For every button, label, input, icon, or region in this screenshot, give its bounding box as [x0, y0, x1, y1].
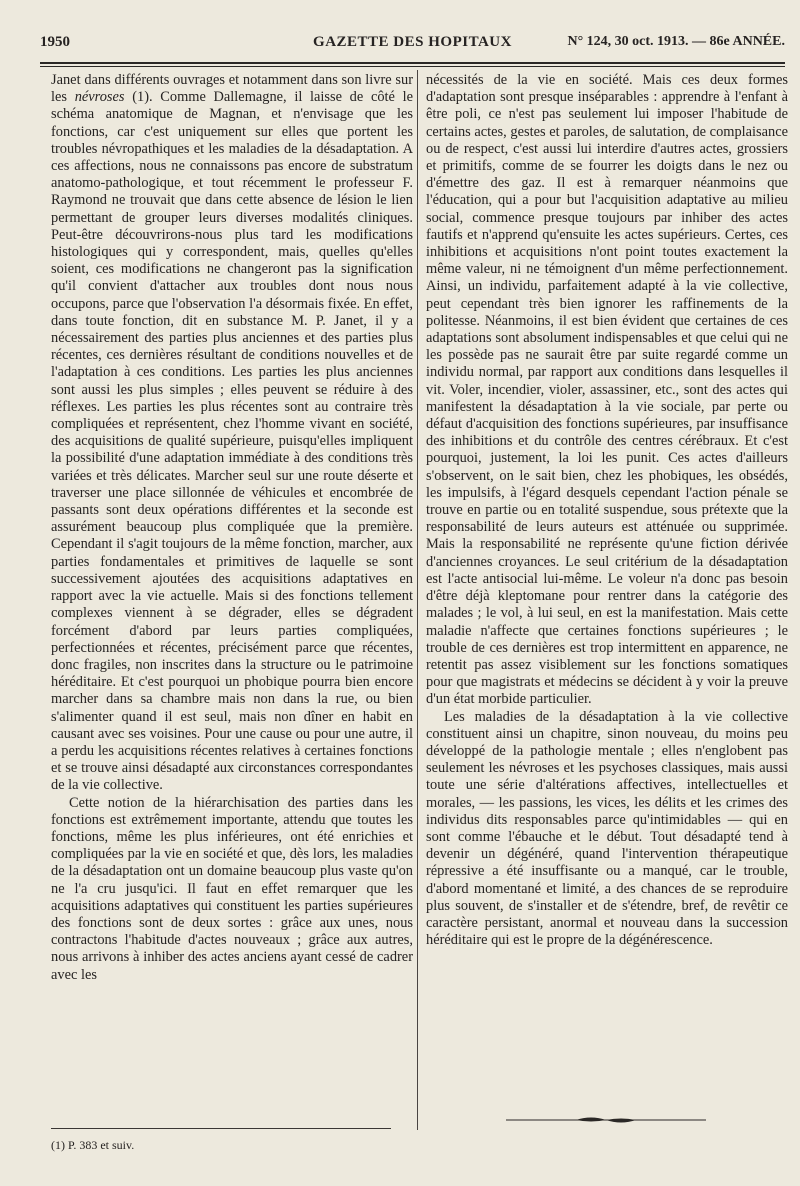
right-column	[426, 72, 788, 949]
page-header	[40, 34, 785, 58]
paragraph-text: Janet dans différents ouvrages et notamment dans son livre sur les	[51, 72, 413, 106]
footnote-rule	[51, 1128, 391, 1129]
page-number: 1950	[40, 34, 70, 50]
footnote: (1) P. 383 et suiv.	[51, 1138, 135, 1152]
issue-info: N° 124, 30 oct. 1913. — 86e ANNÉE.	[567, 34, 785, 49]
journal-title: GAZETTE DES HOPITAUX	[313, 34, 512, 50]
paragraph	[51, 72, 413, 795]
paragraph: nécessités de la vie en société. Mais ces deux formes d'adaptation sont presque inséparables : apprendre à l'enfant à être poli, ce n'est pas seulement lui imposer l'habitude de certains actes, gestes et paroles, de salutation, de complaisance ou de respect, c'est aussi lui interdire d'autres actes, grossiers et primitifs, comme de se fourrer les doigts dans le nez ou d'émettre des gaz. Il est à remarquer néanmoins que l'éducation, qui a pour but l'acquisition adaptative au milieu social, commence presque toujours par inhiber des actes fautifs et n'apprend qu'ensuite les actes supérieurs. Certes, ces inhibitions et acquisitions n'ont point toutes exactement la même valeur, ni ne témoignent d'un même perfectionnement. Ainsi, un individu, parfaitement adapté à la vie collective, peut cependant très bien ignorer les raffinements de la politesse. Néanmoins, il est bien évident que certaines de ces adaptations sont absolument indispensables et que celui qui ne les possède pas ne saurait être par suite regardé comme un individu normal, par rapport aux conditions dans lesquelles il vit. Voler, incendier, violer, assassiner, etc., sont des actes qui manifestent la désadaptation à la vie sociale, par perte ou défaut d'acquisition des fonctions supérieures, par insuffisance des inhibitions et du contrôle des centres cérébraux. Et c'est pourquoi, justement, la loi les punit. Ces actes d'ailleurs s'observent, on le sait bien, chez les phobiques, les obsédés, les impulsifs, à l'égard desquels cependant l'action pénale se trouve en partie ou en totalité suspendue, sous prétexte que la responsabilité de leurs auteurs est atténuée ou supprimée. Mais la responsabilité ne représente qu'une fiction dérivée d'anciennes croyances. Le seul critérium de la désadaptation est l'acte antisocial lui-même. Le voleur n'a donc pas besoin d'être déjà kleptomane pour rentrer dans la catégorie des malades ; le vol, à lui seul, en est la manifestation. Mais cette maladie n'affecte que certaines fonctions supérieures ; le trouble de ces dernières est trop intermittent en apparence, ne retentit pas assez visiblement sur les fonctions somatiques pour que magistrats et médecins se décident à y voir la preuve d'un état morbide particulier.	[426, 72, 788, 708]
column-divider	[417, 70, 418, 1130]
end-ornament	[506, 1114, 706, 1126]
header-rule-thick	[40, 62, 785, 64]
header-rule-thin	[40, 66, 785, 67]
paragraph-text: (1). Comme Dallemagne, il laisse de côté le schéma anatomique de Magnan, et n'envisage que les fonctions, car c'est uniquement sur elles que portent les troubles névropathiques et les maladies de la désadaptation. A ces affections, nous ne connaissons pas encore de substratum anatomo-pathologique, et tout récemment le professeur F. Raymond ne trouvait que dans cette absence de lésion le lien permettant de grouper leurs diverses modalités cliniques. Peut-être découvrirons-nous plus tard les modifications histologiques qui y correspondent, mais, quelles qu'elles soient, ces modifications ne changeront pas la signification qu'il convient d'attacher aux troubles dont nous nous occupons, parce que l'observation l'a désormais fixée. En effet, dans toute fonction, dit en substance M. P. Janet, il y a nécessairement des parties plus anciennes et des parties plus récentes, ces dernières résultant de conditions nouvelles et de l'adaptation à ces conditions. Les parties les plus anciennes sont aussi les plus simples ; elles peuvent se réduire à des réflexes. Les parties les plus récentes sont au contraire très compliquées et représentent, chez l'homme vivant en société, des acquisitions de qualité supérieure, puisqu'elles impliquent la possibilité d'une adaptation immédiate à des conditions très variées et très délicates. Marcher seul sur une route déserte et traverser une place sillonnée de véhicules et encombrée de passants sont deux opérations différentes et la seconde est assurément beaucoup plus compliquée que la première. Cependant il s'agit toujours de la même fonction, marcher, aux parties fondamentales et primitives de laquelle se sont successivement ajoutées des acquisitions adaptatives en rapport avec la vie actuelle. Mais si des fonctions tellement complexes viennent à se dégrader, elles se dégradent forcément d'abord par leurs parties compliquées, perfectionnées et récentes, précisément parce que récentes, donc fragiles, non inscrites dans la structure ou le patrimoine héréditaire. Et c'est pourquoi un phobique pourra bien encore marcher dans sa chambre mais non dans la rue, ou bien s'alimenter quand il est seul, mais non dîner en habit en causant avec ses voisines. Pour une cause ou pour une autre, il a perdu les acquisitions récentes relatives à certaines fonctions et se trouve ainsi désadapté aux circonstances correspondantes de la vie collective.	[51, 89, 414, 794]
paragraph: Cette notion de la hiérarchisation des parties dans les fonctions est extrêmement importante, attendu que toutes les fonctions, même les plus inférieures, ont été enrichies et compliquées par la vie en société et que, dès lors, les maladies de la désadaptation ont un domaine beaucoup plus vaste qu'on ne l'a cru jusqu'ici. Il faut en effet remarquer que les acquisitions adaptatives qui constituent les parties supérieures des fonctions sont de deux sortes : grâce aux unes, nous contractons l'habitude d'actes nouveaux ; grâce aux autres, nous arrivons à inhiber des actes anciens ayant cessé de cadrer avec les	[51, 794, 413, 983]
italic-term: névroses	[74, 89, 125, 106]
left-column	[51, 72, 413, 984]
paragraph: Les maladies de la désadaptation à la vie collective constituent ainsi un chapitre, sinon nouveau, du moins peu développé de la pathologie mentale ; elles n'englobent pas seulement les névroses et les psychoses classiques, mais aussi toute une série d'altérations affectives, intellectuelles et morales, — les passions, les vices, les délits et les crimes des individus dits responsables parce qu'intimidables — qui en sont comme l'ébauche et le début. Tout désadapté tend à devenir un dégénéré, quand l'intervention thérapeutique répressive a été insuffisante ou a manqué, car le trouble, d'abord momentané et limité, a des chances de se reproduire plus souvent, de s'installer et de s'étendre, bref, de revêtir ce caractère persistant, anormal et nouveau dans la succession héréditaire qui est le propre de la dégénérescence.	[426, 708, 788, 949]
